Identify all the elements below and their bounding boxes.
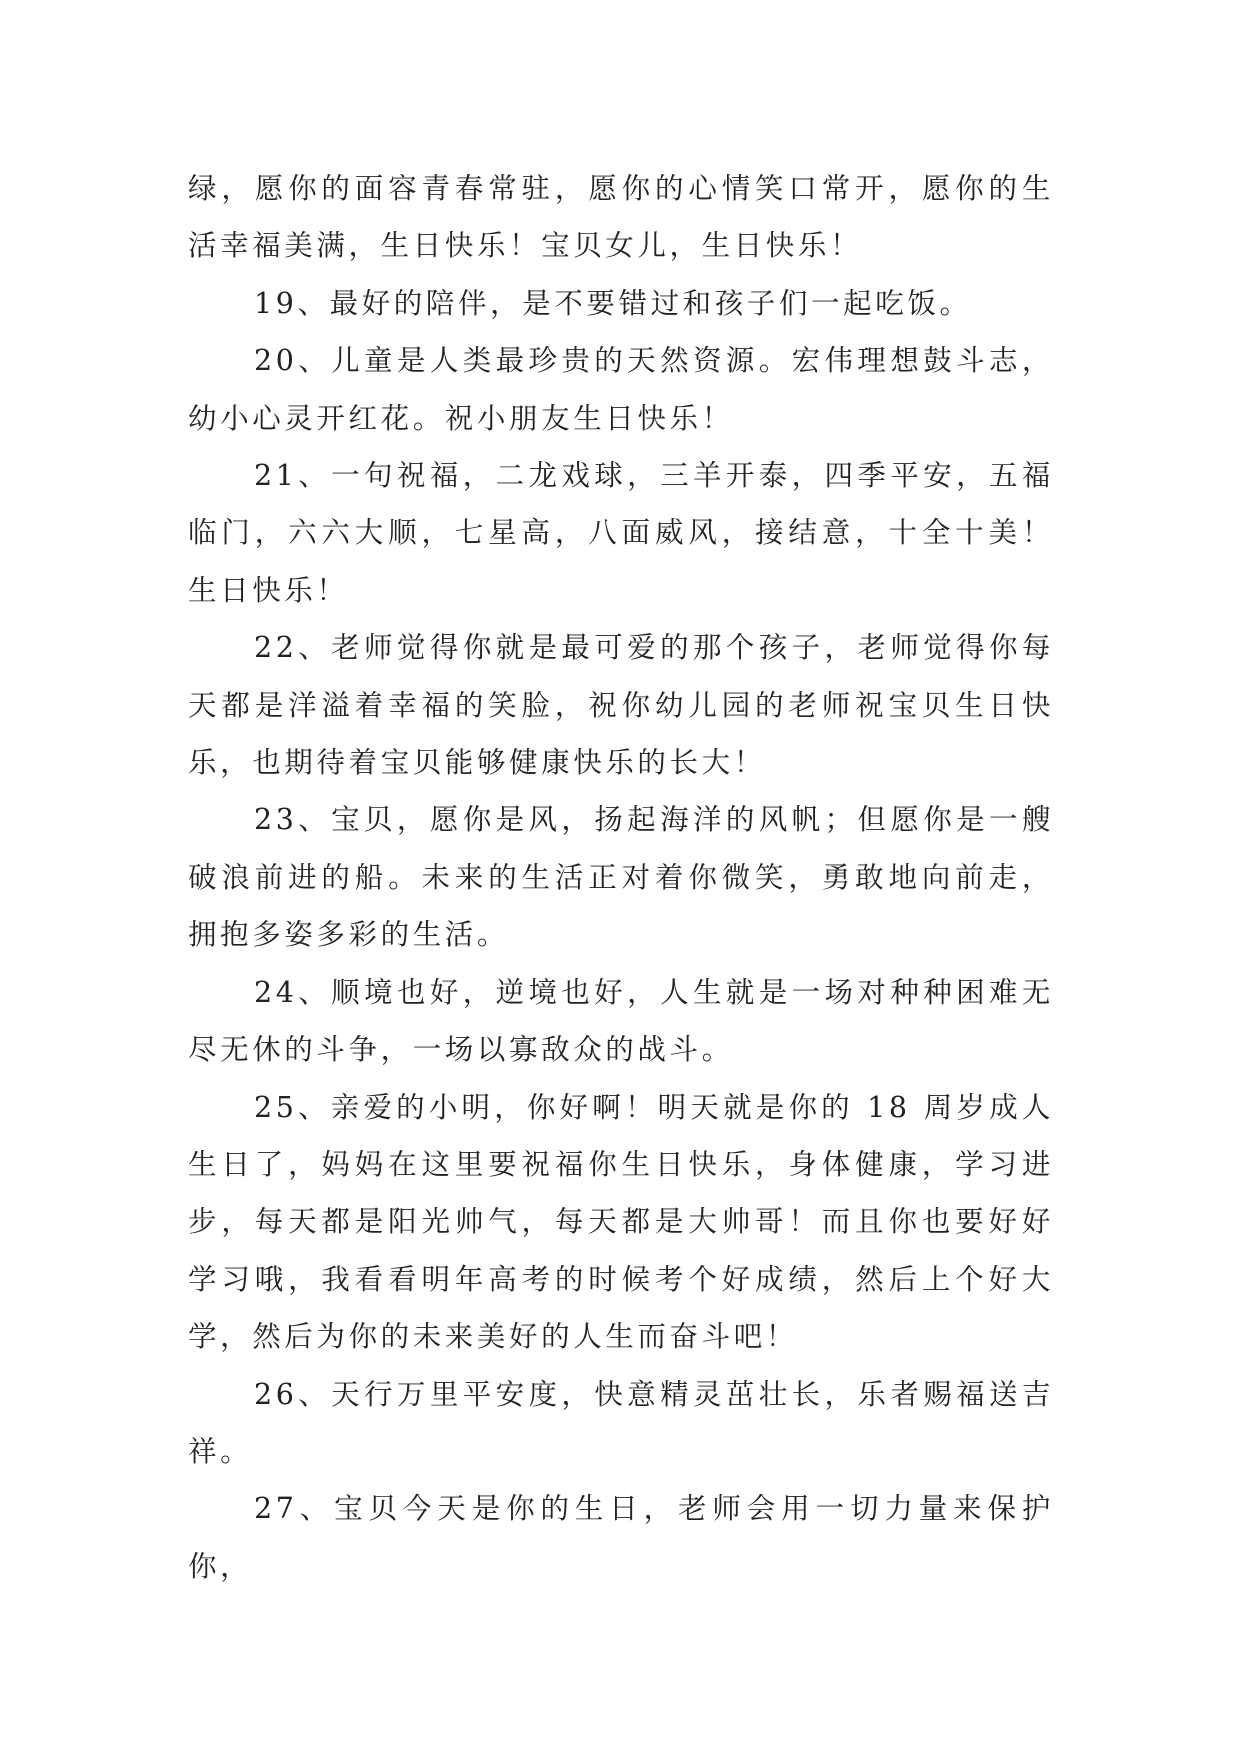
- document-body: [188, 160, 1054, 1595]
- paragraph-19: 19、最好的陪伴，是不要错过和孩子们一起吃饭。: [254, 286, 972, 320]
- paragraph-21: 21、一句祝福，二龙戏球，三羊开泰，四季平安，五福临门，六六大顺，七星高，八面威风，接结意，十全十美！生日快乐！: [188, 459, 1054, 607]
- paragraph-23: 23、宝贝，愿你是风，扬起海洋的风帆；但愿你是一艘破浪前进的船。未来的生活正对着你微笑，勇敢地向前走，拥抱多姿多彩的生活。: [188, 803, 1054, 952]
- paragraph-22: 22、老师觉得你就是最可爱的那个孩子，老师觉得你每天都是洋溢着幸福的笑脸，祝你幼儿园的老师祝宝贝生日快乐，也期待着宝贝能够健康快乐的长大！: [188, 631, 1054, 780]
- paragraph-25: 25、亲爱的小明，你好啊！明天就是你的 18 周岁成人生日了，妈妈在这里要祝福你生日快乐，身体健康，学习进步，每天都是阳光帅气，每天都是大帅哥！而且你也要好好学习哦，我看看明年高考的时候考个好成绩，然后上个好大学，然后为你的未来美好的人生而奋斗吧！: [188, 1090, 1054, 1354]
- paragraph-24: 24、顺境也好，逆境也好，人生就是一场对种种困难无尽无休的斗争，一场以寡敌众的战斗。: [188, 975, 1054, 1067]
- paragraph-continued: 绿，愿你的面容青春常驻，愿你的心情笑口常开，愿你的生活幸福美满，生日快乐！宝贝女儿，生日快乐！: [188, 172, 1054, 263]
- paragraph-26: 26、天行万里平安度，快意精灵茁壮长，乐者赐福送吉祥。: [188, 1377, 1054, 1468]
- paragraph-20: 20、儿童是人类最珍贵的天然资源。宏伟理想鼓斗志，幼小心灵开红花。祝小朋友生日快乐！: [188, 344, 1054, 435]
- paragraph-27: 27、宝贝今天是你的生日，老师会用一切力量来保护你，: [188, 1492, 1054, 1583]
